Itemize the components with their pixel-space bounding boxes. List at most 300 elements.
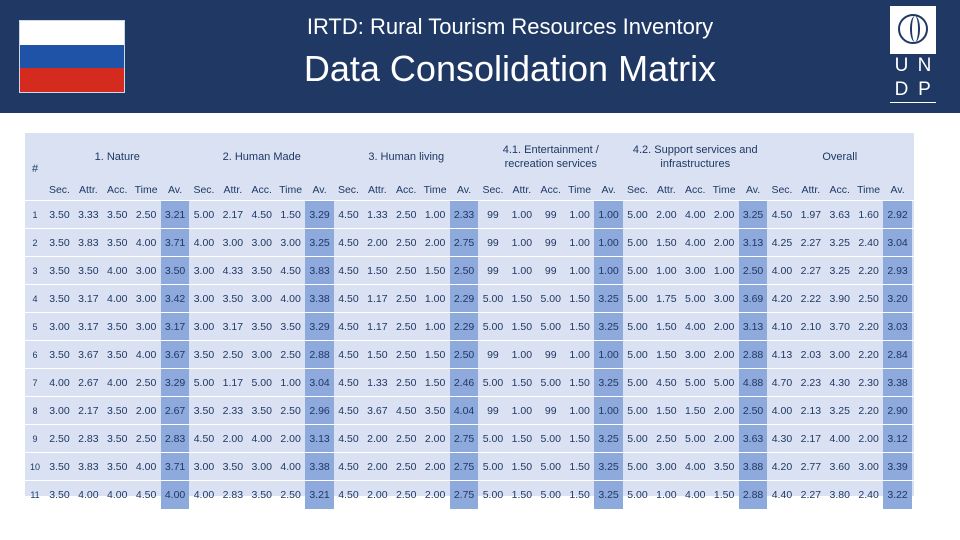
table-cell: 2.00	[858, 433, 879, 445]
table-cell: 2.17	[222, 209, 244, 221]
average-cell: 2.84	[883, 341, 912, 369]
average-cell: 1.00	[594, 201, 623, 229]
table-cell: 3.83	[78, 461, 99, 473]
table-cell: 1.50	[569, 461, 590, 473]
table-cell: 5.00	[482, 489, 504, 501]
table-cell: 2.67	[78, 377, 99, 389]
average-cell: 3.25	[594, 313, 623, 341]
table-cell: 2.50	[858, 293, 879, 305]
sub-header-row	[25, 180, 914, 200]
table-cell: 3.50	[251, 265, 272, 277]
table-cell: 5.00	[627, 377, 648, 389]
group-header-5: 4.2. Support services and infrastructures	[632, 143, 758, 170]
table-cell: 3.50	[49, 265, 70, 277]
table-cell: 2.23	[800, 377, 822, 389]
table-cell: 2.00	[222, 433, 244, 445]
table-cell: 2.50	[396, 433, 417, 445]
row-index: 4	[32, 294, 38, 304]
average-cell: 3.25	[305, 229, 334, 257]
table-cell: 3.70	[829, 321, 850, 333]
average-cell: 1.00	[594, 229, 623, 257]
table-cell: 1.50	[511, 433, 533, 445]
column-header: Attr.	[801, 184, 821, 196]
table-cell: 1.00	[569, 237, 590, 249]
table-cell: 4.00	[771, 405, 793, 417]
table-cell: 4.00	[107, 265, 128, 277]
table-cell: 5.00	[627, 209, 648, 221]
table-cell: 2.50	[135, 209, 157, 221]
table-cell: 1.50	[713, 489, 735, 501]
column-header: Acc.	[829, 184, 850, 196]
table-cell: 3.50	[222, 461, 244, 473]
table-cell: 5.00	[540, 377, 561, 389]
average-cell: 3.39	[883, 453, 912, 481]
table-cell: 5.00	[685, 293, 706, 305]
average-cell: 3.25	[594, 481, 623, 509]
table-cell: 2.50	[280, 489, 301, 501]
table-cell: 1.00	[569, 405, 590, 417]
table-cell: 5.00	[627, 321, 648, 333]
table-cell: 3.00	[251, 293, 272, 305]
average-cell: 3.38	[305, 285, 334, 313]
table-cell: 2.50	[280, 405, 301, 417]
table-cell: 3.33	[78, 209, 99, 221]
table-cell: 2.00	[367, 433, 388, 445]
column-header: Time	[423, 184, 447, 196]
table-cell: 5.00	[627, 489, 648, 501]
table-cell: 3.50	[107, 237, 128, 249]
table-cell: 3.00	[685, 349, 706, 361]
table-cell: 5.00	[540, 461, 561, 473]
table-cell: 3.00	[135, 265, 157, 277]
un-emblem-icon	[898, 14, 928, 44]
table-cell: 2.50	[396, 461, 417, 473]
table-cell: 2.50	[135, 433, 157, 445]
row-index: 10	[29, 462, 40, 472]
table-cell: 2.20	[858, 405, 879, 417]
table-cell: 4.00	[251, 433, 272, 445]
table-row	[25, 285, 914, 313]
title-banner	[0, 0, 960, 113]
table-cell: 3.50	[251, 321, 272, 333]
table-cell: 99	[487, 349, 499, 361]
average-cell: 2.50	[450, 341, 479, 369]
average-cell: 3.71	[161, 453, 190, 481]
table-cell: 4.10	[771, 321, 793, 333]
table-cell: 1.00	[511, 405, 533, 417]
table-cell: 5.00	[251, 377, 272, 389]
average-cell: 2.75	[450, 453, 479, 481]
table-cell: 4.50	[771, 209, 793, 221]
table-cell: 2.50	[49, 433, 70, 445]
average-cell: 3.03	[883, 313, 912, 341]
table-cell: 2.00	[424, 237, 446, 249]
table-cell: 99	[487, 265, 499, 277]
column-header: Av.	[312, 184, 327, 196]
table-cell: 4.30	[829, 377, 850, 389]
average-cell: 3.21	[161, 201, 190, 229]
table-cell: 4.50	[338, 461, 359, 473]
average-cell: 3.13	[305, 425, 334, 453]
column-header: Sec.	[193, 184, 215, 196]
table-cell: 99	[487, 237, 499, 249]
table-cell: 2.20	[858, 265, 879, 277]
average-cell: 4.04	[450, 397, 479, 425]
column-header: Acc.	[540, 184, 561, 196]
table-cell: 3.00	[829, 349, 850, 361]
table-row	[25, 229, 914, 257]
average-cell: 2.46	[450, 369, 479, 397]
table-cell: 2.50	[396, 265, 417, 277]
table-cell: 3.00	[49, 321, 70, 333]
table-cell: 4.70	[771, 377, 793, 389]
table-cell: 3.67	[78, 349, 99, 361]
column-header: Attr.	[78, 184, 98, 196]
table-cell: 4.00	[685, 237, 706, 249]
table-cell: 2.30	[858, 377, 879, 389]
table-cell: 1.00	[511, 237, 533, 249]
table-cell: 2.20	[858, 321, 879, 333]
column-header: Av.	[456, 184, 472, 196]
column-header: Time	[279, 184, 303, 196]
table-cell: 1.50	[424, 265, 446, 277]
average-cell: 3.17	[161, 313, 190, 341]
average-cell: 2.92	[883, 201, 912, 229]
table-cell: 2.22	[800, 293, 822, 305]
table-cell: 1.60	[858, 209, 879, 221]
table-cell: 1.00	[511, 209, 533, 221]
row-index: 1	[32, 210, 38, 220]
table-cell: 2.00	[713, 209, 735, 221]
table-cell: 4.00	[135, 349, 157, 361]
column-header: Attr.	[656, 184, 676, 196]
table-cell: 2.03	[800, 349, 822, 361]
table-cell: 3.83	[78, 237, 99, 249]
average-cell: 2.50	[739, 397, 768, 425]
table-cell: 1.50	[569, 377, 590, 389]
table-cell: 3.00	[656, 461, 677, 473]
table-cell: 1.00	[511, 349, 533, 361]
average-cell: 2.50	[739, 257, 768, 285]
table-cell: 3.50	[49, 461, 70, 473]
table-cell: 3.50	[49, 349, 70, 361]
column-header: Av.	[890, 184, 905, 196]
average-cell: 3.29	[305, 313, 334, 341]
table-cell: 4.00	[829, 433, 850, 445]
table-cell: 99	[544, 209, 557, 221]
table-cell: 1.00	[424, 293, 446, 305]
average-cell: 3.67	[161, 341, 190, 369]
average-cell: 3.13	[739, 229, 768, 257]
table-cell: 3.50	[107, 461, 128, 473]
average-cell: 2.29	[450, 313, 479, 341]
table-cell: 3.67	[367, 405, 388, 417]
table-cell: 3.50	[251, 405, 272, 417]
row-index: 6	[32, 350, 38, 360]
table-cell: 3.00	[193, 461, 215, 473]
table-cell: 4.00	[280, 293, 301, 305]
column-header: Sec.	[482, 184, 504, 196]
table-cell: 4.50	[338, 321, 359, 333]
table-cell: 5.00	[713, 377, 735, 389]
table-cell: 4.00	[193, 237, 215, 249]
table-cell: 1.00	[569, 209, 590, 221]
table-cell: 3.50	[280, 321, 301, 333]
average-cell: 3.22	[883, 481, 912, 509]
table-cell: 2.00	[713, 405, 735, 417]
table-cell: 5.00	[627, 405, 648, 417]
table-cell: 4.00	[107, 377, 128, 389]
table-cell: 4.50	[656, 377, 677, 389]
table-cell: 1.50	[424, 349, 446, 361]
column-header: Acc.	[685, 184, 706, 196]
average-cell: 2.88	[739, 341, 768, 369]
table-cell: 4.50	[396, 405, 417, 417]
average-cell: 2.67	[161, 397, 190, 425]
table-cell: 3.63	[829, 209, 850, 221]
table-cell: 1.50	[569, 433, 590, 445]
table-row	[25, 425, 914, 453]
table-cell: 99	[544, 265, 557, 277]
table-cell: 4.00	[280, 461, 301, 473]
table-cell: 2.20	[858, 349, 879, 361]
table-cell: 1.00	[569, 349, 590, 361]
average-cell: 3.83	[305, 257, 334, 285]
average-cell: 3.13	[739, 313, 768, 341]
column-header: Av.	[601, 184, 616, 196]
table-cell: 3.50	[107, 209, 128, 221]
table-row	[25, 201, 914, 229]
table-cell: 2.00	[424, 489, 446, 501]
table-cell: 4.00	[49, 377, 70, 389]
average-cell: 3.38	[305, 453, 334, 481]
average-cell: 4.88	[739, 369, 768, 397]
table-cell: 1.50	[656, 349, 677, 361]
table-cell: 2.50	[135, 377, 157, 389]
average-cell: 3.04	[883, 229, 912, 257]
column-header: Av.	[167, 184, 183, 196]
table-cell: 2.33	[222, 405, 244, 417]
table-cell: 4.00	[685, 489, 706, 501]
table-cell: 1.50	[511, 461, 533, 473]
table-cell: 5.00	[540, 433, 561, 445]
table-cell: 3.00	[251, 461, 272, 473]
row-index: 3	[32, 266, 38, 276]
table-cell: 2.00	[713, 349, 735, 361]
table-cell: 4.20	[771, 293, 793, 305]
table-cell: 2.00	[713, 433, 735, 445]
table-cell: 2.50	[396, 349, 417, 361]
table-cell: 1.00	[511, 265, 533, 277]
table-cell: 5.00	[540, 321, 561, 333]
table-cell: 4.50	[338, 237, 359, 249]
table-cell: 3.00	[193, 265, 215, 277]
average-cell: 3.63	[739, 425, 768, 453]
table-cell: 2.00	[713, 237, 735, 249]
table-cell: 1.50	[569, 321, 590, 333]
table-cell: 1.50	[685, 405, 706, 417]
table-cell: 5.00	[627, 461, 648, 473]
average-cell: 3.29	[305, 201, 334, 229]
table-cell: 3.00	[685, 265, 706, 277]
table-row	[25, 313, 914, 341]
consolidation-matrix-table	[25, 133, 914, 501]
average-cell: 2.93	[883, 257, 912, 285]
table-cell: 2.17	[800, 433, 822, 445]
table-cell: 4.50	[338, 377, 359, 389]
group-header-1: 1. Nature	[94, 150, 140, 163]
average-cell: 3.20	[883, 285, 912, 313]
table-cell: 5.00	[540, 489, 561, 501]
index-header: #	[31, 163, 39, 175]
table-cell: 4.50	[135, 489, 157, 501]
table-cell: 3.50	[713, 461, 735, 473]
table-cell: 4.50	[338, 489, 359, 501]
table-cell: 3.00	[135, 293, 157, 305]
table-cell: 3.50	[193, 349, 215, 361]
table-cell: 3.90	[829, 293, 850, 305]
table-cell: 3.50	[107, 433, 128, 445]
average-cell: 2.88	[305, 341, 334, 369]
table-cell: 3.25	[829, 237, 850, 249]
column-header: Acc.	[396, 184, 417, 196]
table-cell: 3.00	[135, 321, 157, 333]
average-cell: 1.00	[594, 341, 623, 369]
table-cell: 4.00	[685, 461, 706, 473]
table-cell: 2.00	[656, 209, 677, 221]
average-cell: 4.00	[161, 481, 190, 509]
row-index: 5	[32, 322, 38, 332]
table-cell: 4.50	[338, 293, 359, 305]
table-cell: 3.50	[78, 265, 99, 277]
table-cell: 2.00	[280, 433, 301, 445]
average-cell: 2.83	[161, 425, 190, 453]
table-cell: 3.50	[107, 321, 128, 333]
table-cell: 3.00	[858, 461, 879, 473]
average-cell: 3.50	[161, 257, 190, 285]
table-cell: 5.00	[627, 265, 648, 277]
table-cell: 2.50	[396, 209, 417, 221]
column-header: Attr.	[223, 184, 243, 196]
table-cell: 1.50	[367, 349, 388, 361]
table-cell: 3.00	[251, 349, 272, 361]
table-cell: 1.00	[424, 321, 446, 333]
table-cell: 1.50	[511, 293, 533, 305]
table-cell: 3.17	[222, 321, 244, 333]
table-cell: 5.00	[627, 349, 648, 361]
table-cell: 2.40	[858, 489, 879, 501]
column-header: Attr.	[367, 184, 387, 196]
table-cell: 1.00	[569, 265, 590, 277]
table-cell: 5.00	[482, 377, 504, 389]
table-cell: 1.33	[367, 209, 388, 221]
table-cell: 2.50	[396, 377, 417, 389]
table-cell: 3.50	[193, 405, 215, 417]
table-cell: 1.00	[280, 377, 301, 389]
average-cell: 2.33	[450, 201, 479, 229]
average-cell: 3.25	[594, 453, 623, 481]
table-cell: 3.00	[193, 293, 215, 305]
table-cell: 2.00	[713, 321, 735, 333]
average-cell: 3.38	[883, 369, 912, 397]
table-cell: 4.50	[338, 405, 359, 417]
table-cell: 4.50	[338, 349, 359, 361]
table-cell: 4.00	[135, 237, 157, 249]
table-cell: 2.00	[135, 405, 157, 417]
column-header: Time	[134, 184, 158, 196]
table-cell: 1.50	[367, 265, 388, 277]
average-cell: 2.75	[450, 229, 479, 257]
table-cell: 3.00	[49, 405, 70, 417]
table-cell: 99	[544, 349, 557, 361]
table-row	[25, 257, 914, 285]
table-cell: 2.00	[367, 237, 388, 249]
table-cell: 3.50	[107, 405, 128, 417]
table-cell: 1.00	[656, 265, 677, 277]
table-cell: 3.50	[49, 237, 70, 249]
column-header: Acc.	[251, 184, 272, 196]
row-index: 8	[32, 406, 38, 416]
page-title: IRTD: Rural Tourism Resources Inventory	[306, 14, 714, 39]
table-cell: 2.50	[222, 349, 244, 361]
average-cell: 3.25	[594, 285, 623, 313]
table-cell: 1.00	[424, 209, 446, 221]
average-cell: 1.00	[594, 257, 623, 285]
table-row	[25, 453, 914, 481]
table-cell: 1.17	[367, 321, 388, 333]
group-header-6: Overall	[822, 150, 858, 163]
column-header: Time	[857, 184, 881, 196]
table-cell: 1.17	[222, 377, 244, 389]
table-cell: 3.50	[49, 489, 70, 501]
table-cell: 4.00	[78, 489, 99, 501]
average-cell: 2.75	[450, 481, 479, 509]
column-header: Sec.	[626, 184, 648, 196]
table-cell: 2.00	[367, 461, 388, 473]
table-cell: 2.50	[656, 433, 677, 445]
table-cell: 2.17	[78, 405, 99, 417]
table-cell: 1.00	[656, 489, 677, 501]
average-cell: 3.04	[305, 369, 334, 397]
table-cell: 1.17	[367, 293, 388, 305]
table-cell: 3.50	[49, 293, 70, 305]
table-cell: 2.00	[424, 461, 446, 473]
table-cell: 1.50	[656, 321, 677, 333]
table-cell: 3.25	[829, 405, 850, 417]
average-cell: 2.50	[450, 257, 479, 285]
table-cell: 99	[487, 209, 499, 221]
table-cell: 4.50	[338, 265, 359, 277]
average-cell: 3.21	[305, 481, 334, 509]
table-cell: 3.25	[829, 265, 850, 277]
table-cell: 4.00	[193, 489, 215, 501]
table-cell: 1.50	[424, 377, 446, 389]
table-cell: 4.13	[771, 349, 793, 361]
table-cell: 1.97	[800, 209, 822, 221]
undp-logo: U N D P	[890, 6, 936, 103]
table-cell: 4.50	[193, 433, 215, 445]
average-cell: 2.96	[305, 397, 334, 425]
table-cell: 5.00	[627, 433, 648, 445]
table-cell: 4.50	[338, 209, 359, 221]
table-cell: 2.10	[800, 321, 822, 333]
column-header: Time	[712, 184, 736, 196]
table-cell: 4.40	[771, 489, 793, 501]
table-cell: 3.00	[222, 237, 244, 249]
average-cell: 2.90	[883, 397, 912, 425]
table-cell: 2.83	[78, 433, 99, 445]
table-cell: 5.00	[685, 433, 706, 445]
